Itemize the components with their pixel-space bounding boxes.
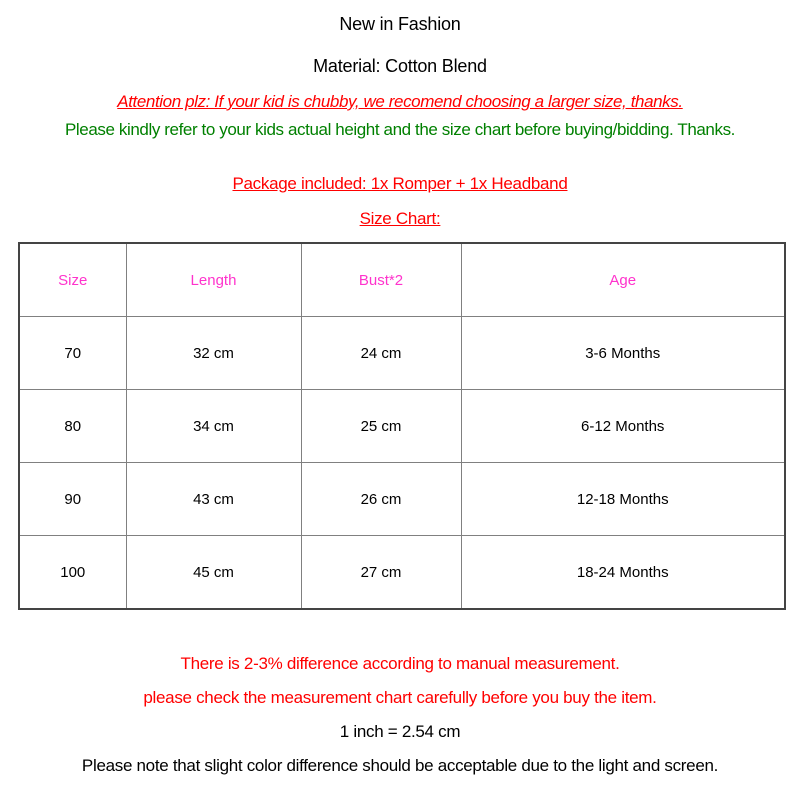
color-note: Please note that slight color difference should be acceptable due to the light and screen. bbox=[81, 756, 719, 775]
cell-length: 32 cm bbox=[126, 317, 301, 390]
table-row bbox=[19, 317, 785, 390]
cell-size: 80 bbox=[19, 390, 126, 463]
cell-length: 43 cm bbox=[126, 463, 301, 536]
cell-bust: 25 cm bbox=[301, 390, 461, 463]
table-row bbox=[19, 463, 785, 536]
cell-bust: 26 cm bbox=[301, 463, 461, 536]
column-header-size: Size bbox=[19, 243, 126, 317]
package-note: Package included: 1x Romper + 1x Headband bbox=[232, 174, 568, 193]
material-text: Material: Cotton Blend bbox=[313, 56, 487, 76]
cell-age: 18-24 Months bbox=[461, 536, 785, 610]
cell-length: 45 cm bbox=[126, 536, 301, 610]
page-title: New in Fashion bbox=[339, 14, 461, 34]
cell-size: 100 bbox=[19, 536, 126, 610]
cell-age: 12-18 Months bbox=[461, 463, 785, 536]
cell-bust: 24 cm bbox=[301, 317, 461, 390]
table-row bbox=[19, 536, 785, 610]
check-note: please check the measurement chart carefully before you buy the item. bbox=[143, 688, 657, 707]
size-chart-title: Size Chart: bbox=[359, 209, 441, 228]
cell-bust: 27 cm bbox=[301, 536, 461, 610]
column-header-length: Length bbox=[126, 243, 301, 317]
attention-note: Attention plz: If your kid is chubby, we recomend choosing a larger size, thanks. bbox=[117, 92, 683, 111]
table-header-row bbox=[19, 243, 785, 317]
cell-age: 6-12 Months bbox=[461, 390, 785, 463]
size-chart-table bbox=[18, 242, 786, 610]
inch-conversion: 1 inch = 2.54 cm bbox=[339, 722, 461, 741]
cell-length: 34 cm bbox=[126, 390, 301, 463]
table-row bbox=[19, 390, 785, 463]
difference-note: There is 2-3% difference according to manual measurement. bbox=[180, 654, 620, 673]
refer-note: Please kindly refer to your kids actual height and the size chart before buying/bidding. Thanks. bbox=[64, 120, 736, 139]
cell-size: 70 bbox=[19, 317, 126, 390]
cell-age: 3-6 Months bbox=[461, 317, 785, 390]
column-header-bust: Bust*2 bbox=[301, 243, 461, 317]
column-header-age: Age bbox=[461, 243, 785, 317]
cell-size: 90 bbox=[19, 463, 126, 536]
